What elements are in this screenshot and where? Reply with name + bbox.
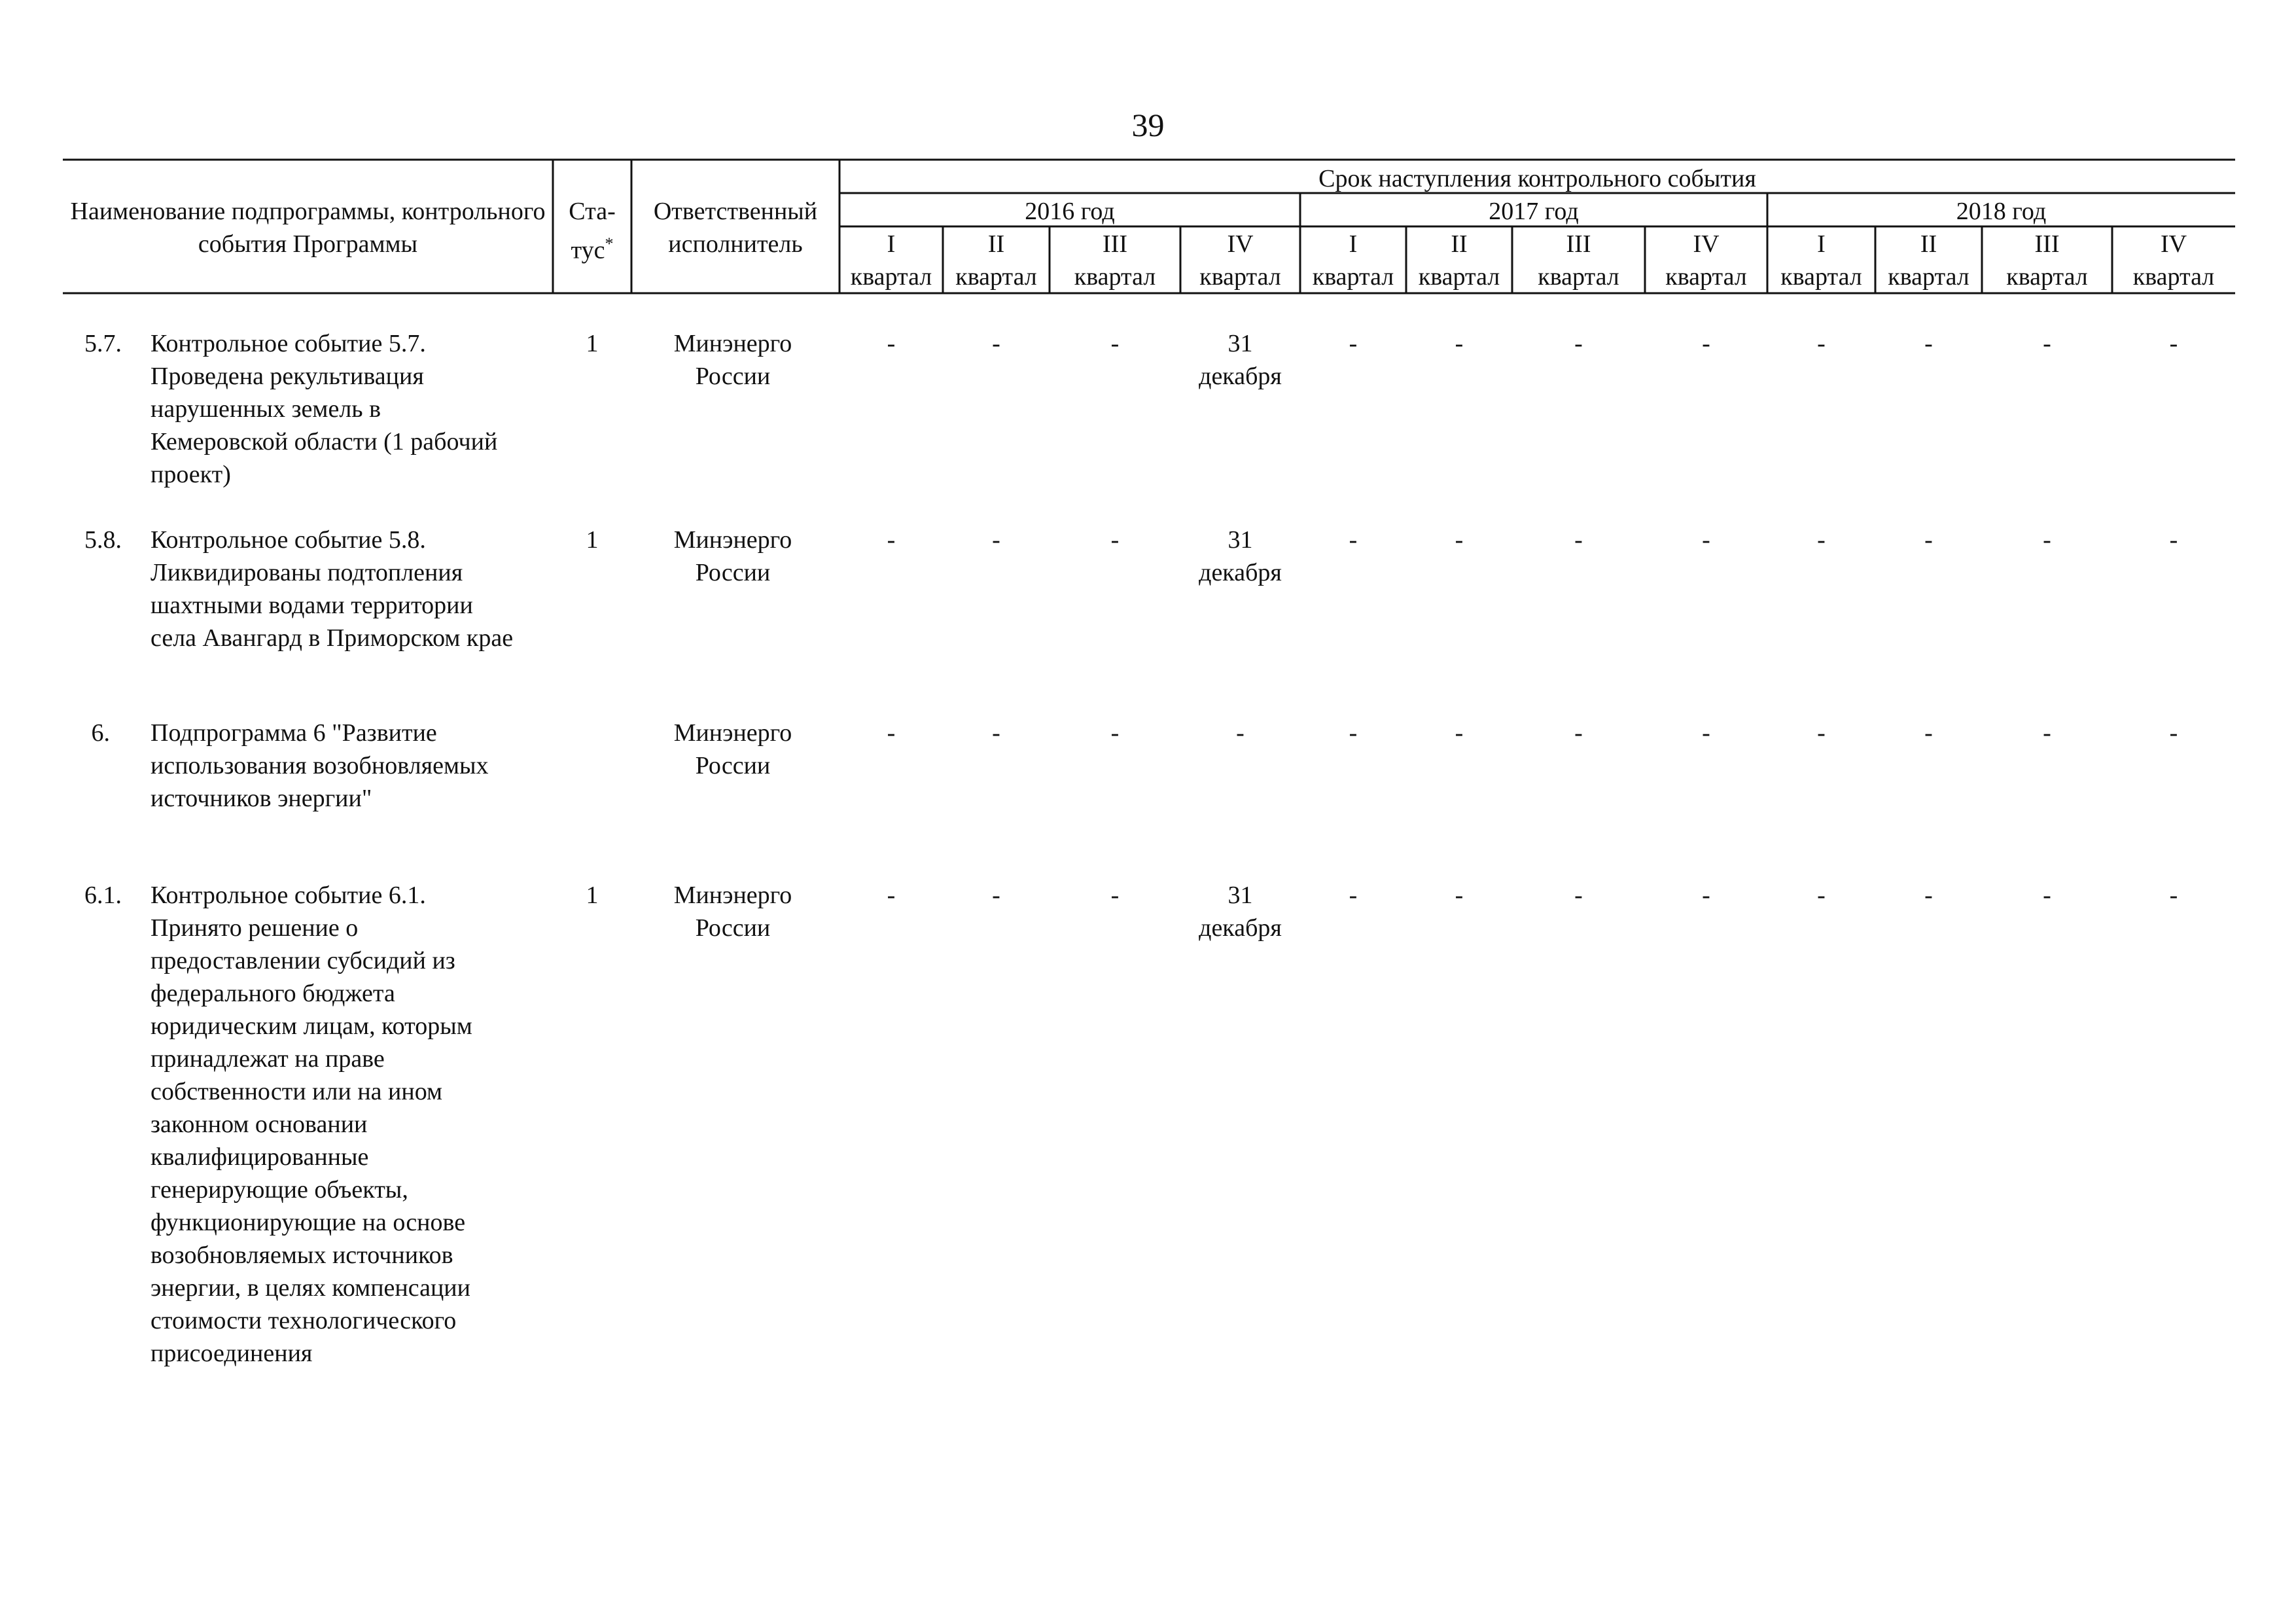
quarter-value: -: [887, 719, 896, 747]
quarter-value: -: [2169, 526, 2178, 554]
quarter-value: -: [1702, 330, 1710, 357]
quarter-value: -: [2169, 882, 2178, 909]
header-year-2017: 2017 год: [1489, 198, 1579, 225]
quarter-numeral: III: [1103, 230, 1127, 258]
quarter-value: -: [1349, 882, 1358, 909]
row-status: 1: [586, 526, 599, 554]
header-year-2018: 2018 год: [1956, 198, 2047, 225]
quarter-value: -: [992, 882, 1000, 909]
quarter-value: -: [1110, 526, 1120, 554]
quarter-value: -: [992, 526, 1000, 554]
header-exec-line1: Ответственный: [653, 198, 818, 225]
row-status: 1: [586, 330, 599, 357]
header-status-line1: Ста-: [569, 198, 616, 225]
quarter-numeral: IV: [1693, 230, 1720, 258]
quarter-value: -: [1349, 526, 1358, 554]
row-name: Контрольное событие 5.8. Ликвидированы подтопления шахтными водами территории села Авангард в Приморском крае: [150, 526, 514, 652]
quarter-word: квартал: [1665, 263, 1747, 291]
quarter-value: -: [1574, 526, 1583, 554]
quarter-value: -: [1455, 330, 1464, 357]
quarter-value: -: [1817, 526, 1826, 554]
row-executor: Минэнерго России: [673, 330, 792, 390]
quarter-numeral: II: [1920, 230, 1937, 258]
row-number: 6.: [91, 719, 110, 747]
header-year-2016: 2016 год: [1025, 198, 1115, 225]
quarter-value: 31 декабря: [1199, 882, 1282, 942]
quarter-value: -: [1110, 719, 1120, 747]
quarter-value: -: [1817, 719, 1826, 747]
quarter-word: квартал: [1418, 263, 1500, 291]
quarter-word: квартал: [1780, 263, 1862, 291]
quarter-value: -: [1455, 719, 1464, 747]
quarter-value: -: [1817, 882, 1826, 909]
quarter-value: -: [1455, 882, 1464, 909]
quarter-value: -: [1349, 330, 1358, 357]
quarter-value: -: [1110, 882, 1120, 909]
quarter-word: квартал: [2006, 263, 2088, 291]
quarter-value: -: [887, 882, 896, 909]
row-status: 1: [586, 882, 599, 909]
quarter-value: -: [1574, 882, 1583, 909]
quarter-value: -: [2169, 330, 2178, 357]
quarter-numeral: III: [2034, 230, 2060, 258]
quarter-value: -: [1924, 719, 1933, 747]
quarter-numeral: II: [987, 230, 1005, 258]
quarter-value: 31 декабря: [1199, 330, 1282, 390]
row-name: Контрольное событие 6.1. Принято решение о предоставлении субсидий из федерального бюджета юридическим лицам, которым принадлежат на праве собственности или на ином законном основании квалифицированные генерирующие объекты, функционирующие на основе возобновляемых источников энергии, в целях компенсации стоимости технологического присоединения: [150, 882, 472, 1367]
quarter-numeral: I: [887, 230, 896, 258]
quarter-value: -: [1817, 330, 1826, 357]
row-executor: Минэнерго России: [673, 719, 792, 779]
header-name-col: Наименование подпрограммы, контрольного события Программы: [70, 198, 546, 258]
quarter-value: -: [1702, 526, 1710, 554]
quarter-word: квартал: [955, 263, 1037, 291]
quarter-word: квартал: [1074, 263, 1156, 291]
row-executor: Минэнерго России: [673, 882, 792, 942]
quarter-word: квартал: [1199, 263, 1281, 291]
quarter-value: -: [2043, 526, 2051, 554]
quarter-word: квартал: [1538, 263, 1619, 291]
quarter-numeral: II: [1451, 230, 1468, 258]
quarter-value: -: [1110, 330, 1120, 357]
row-number: 5.7.: [84, 330, 122, 357]
quarter-value: -: [1924, 526, 1933, 554]
header-exec-line2: исполнитель: [668, 230, 803, 258]
quarter-value: -: [2043, 330, 2051, 357]
quarter-value: -: [992, 719, 1000, 747]
quarter-value: -: [1702, 882, 1710, 909]
row-name: Подпрограмма 6 "Развитие использования возобновляемых источников энергии": [150, 719, 489, 812]
quarter-numeral: I: [1349, 230, 1358, 258]
footnote-mark: *: [605, 234, 614, 253]
row-number: 6.1.: [84, 882, 122, 909]
quarter-value: -: [2169, 719, 2178, 747]
quarter-numeral: IV: [2160, 230, 2187, 258]
quarter-numeral: I: [1817, 230, 1826, 258]
quarter-value: -: [1924, 882, 1933, 909]
quarter-word: квартал: [2132, 263, 2215, 291]
quarter-numeral: III: [1566, 230, 1591, 258]
quarter-value: -: [2043, 719, 2051, 747]
quarter-value: -: [1574, 330, 1583, 357]
quarter-value: -: [1702, 719, 1710, 747]
quarter-word: квартал: [1312, 263, 1394, 291]
header-status-text: тус: [571, 236, 605, 264]
quarter-numeral: IV: [1227, 230, 1254, 258]
quarter-value: -: [887, 526, 896, 554]
row-name: Контрольное событие 5.7. Проведена рекультивация нарушенных земель в Кемеровской области (1 рабочий проект): [150, 330, 498, 488]
quarter-value: -: [992, 330, 1000, 357]
quarter-value: -: [1924, 330, 1933, 357]
quarter-value: -: [1349, 719, 1358, 747]
quarter-value: -: [1574, 719, 1583, 747]
quarter-value: -: [2043, 882, 2051, 909]
row-number: 5.8.: [84, 526, 122, 554]
quarter-word: квартал: [1888, 263, 1969, 291]
quarter-word: квартал: [850, 263, 932, 291]
header-deadline-title: Срок наступления контрольного события: [1318, 165, 1756, 192]
quarter-value: -: [1455, 526, 1464, 554]
quarter-value: 31 декабря: [1199, 526, 1282, 586]
quarter-value: -: [1236, 719, 1245, 747]
page-number: 39: [1131, 107, 1165, 143]
row-executor: Минэнерго России: [673, 526, 792, 586]
quarter-value: -: [887, 330, 896, 357]
header-status-line2: [553, 228, 631, 267]
